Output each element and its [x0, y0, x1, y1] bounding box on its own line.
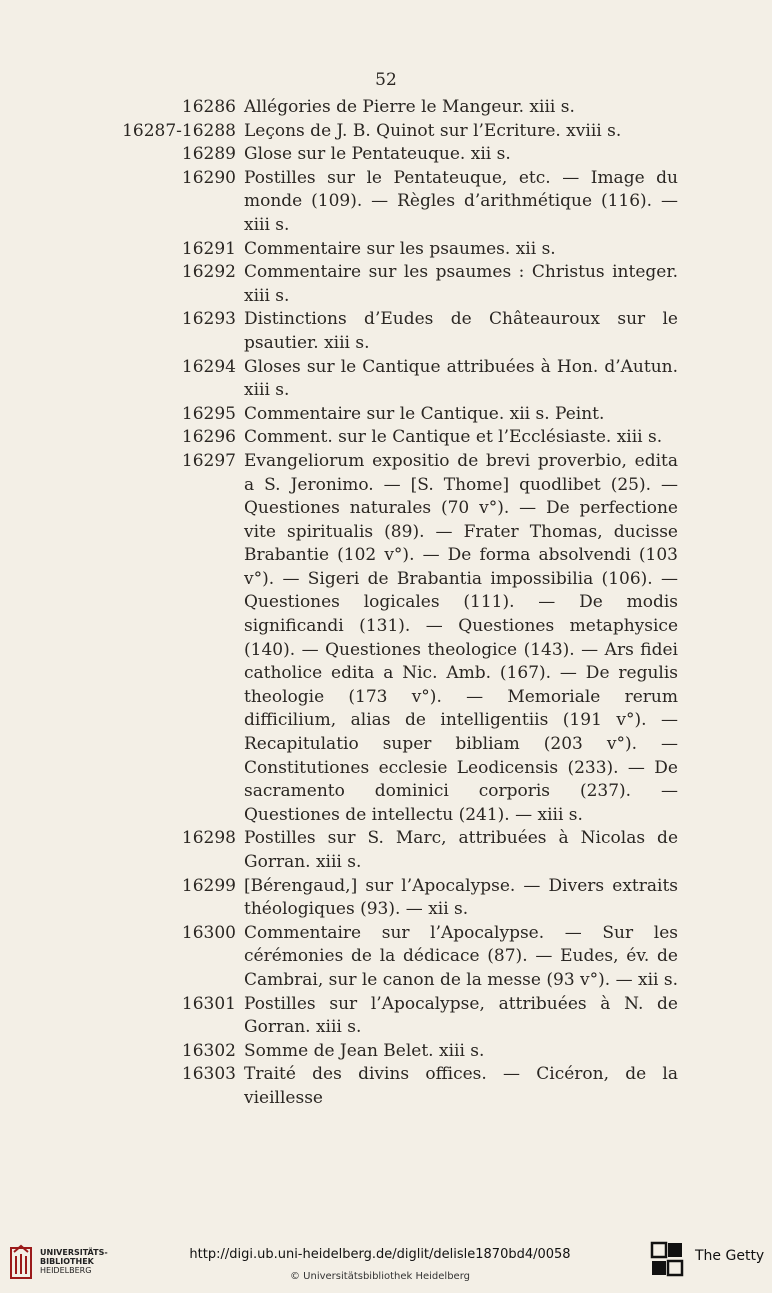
page-number: 52: [375, 70, 397, 90]
institution-name: [40, 1248, 108, 1275]
entry-description: Commentaire sur les psaumes. xii s.: [244, 238, 556, 259]
entry-description: Comment. sur le Cantique et l’Ecclésiaste. xiii s.: [244, 427, 663, 448]
catalog-entry: [0, 450, 772, 828]
catalog-entry: [0, 1063, 772, 1110]
entry-description: Somme de Jean Belet. xiii s.: [244, 1040, 485, 1061]
entry-number: 16289: [181, 144, 236, 165]
entry-description: Glose sur le Pentateuque. xii s.: [244, 144, 511, 165]
entry-number: 16302: [181, 1040, 236, 1061]
footer: [0, 1236, 772, 1293]
entry-description: Allégories de Pierre le Mangeur. xiii s.: [244, 97, 575, 117]
entry-number: 16295: [181, 403, 236, 424]
entry-number: 16294: [181, 356, 236, 377]
entry-description: Postilles sur le Pentateuque, etc. — Image du monde (109). — Règles d’arithmétique (116). — xiii s.: [244, 167, 678, 235]
heidelberg-library-logo-icon: [8, 1242, 34, 1282]
catalog-entry: [0, 403, 772, 427]
entry-description: Commentaire sur les psaumes : Christus integer. xiii s.: [244, 262, 678, 306]
getty-name: The Getty: [695, 1248, 765, 1264]
entry-number: 16299: [181, 875, 236, 896]
entry-number: 16300: [181, 922, 236, 943]
catalog-entry: [0, 993, 772, 1040]
entry-number: 16293: [181, 309, 236, 330]
catalog-entry: [0, 426, 772, 450]
catalog-entry: [0, 827, 772, 874]
source-url[interactable]: http://digi.ub.uni-heidelberg.de/diglit/delisle1870bd4/0058: [189, 1247, 571, 1262]
entry-number: 16287-16288: [122, 120, 236, 141]
entry-description: Postilles sur S. Marc, attribuées à Nicolas de Gorran. xiii s.: [244, 828, 678, 872]
institution-line-3: HEIDELBERG: [40, 1266, 92, 1275]
entry-description: [Bérengaud,] sur l’Apocalypse. — Divers extraits théologiques (93). — xii s.: [244, 875, 678, 920]
entry-description: Gloses sur le Cantique attribuées à Hon. d’Autun. xiii s.: [244, 356, 678, 401]
catalog-entry: [0, 143, 772, 167]
catalog-entry: [0, 238, 772, 262]
catalog-entries: [0, 96, 772, 1111]
catalog-entry: [0, 261, 772, 308]
entry-number: 16296: [181, 427, 236, 448]
copyright-notice: © Universitätsbibliothek Heidelberg: [289, 1271, 470, 1282]
entry-number: 16290: [181, 167, 236, 188]
catalog-entry: [0, 96, 772, 120]
catalog-entry: [0, 120, 772, 144]
entry-description: Commentaire sur le Cantique. xii s. Peint.: [244, 403, 605, 424]
entry-number: 16297: [181, 450, 236, 471]
getty-logo-icon: [650, 1241, 684, 1281]
catalog-entry: [0, 308, 772, 355]
entry-number: 16301: [181, 993, 236, 1014]
institution-line-1: UNIVERSITÄTS-: [40, 1248, 108, 1257]
catalog-entry: [0, 875, 772, 922]
entry-description: Commentaire sur l’Apocalypse. — Sur les cérémonies de la dédicace (87). — Eudes, év. de Cambrai, sur le canon de la messe (93 v°). — xii s.: [244, 922, 678, 990]
entry-number: 16303: [181, 1064, 236, 1085]
entry-number: 16292: [181, 262, 236, 283]
entry-number: 16298: [181, 828, 236, 849]
entry-number: 16291: [181, 238, 236, 259]
catalog-entry: [0, 922, 772, 993]
entry-description: Distinctions d’Eudes de Châteauroux sur le psautier. xiii s.: [244, 309, 678, 353]
catalog-entry: [0, 356, 772, 403]
entry-description: Evangeliorum expositio de brevi proverbio, edita a S. Jeronimo. — [S. Thome] quodlibet (25). — Questiones naturales (70 v°). — De perfectione vite spiritualis (89). — Frater Thomas, ducisse Brabantie (102 v°). — De forma absolvendi (103 v°). — Sigeri de Brabantia impossibilia (106). — Questiones logicales (111). — De modis significandi (131). — Questiones metaphysice (140). — Questiones theologice (143). — Ars fidei catholice edita a Nic. Amb. (167). — De regulis theologie (173 v°). — Memoriale rerum difficilium, alias de intelligentiis (191 v°). — Recapitulatio super bibliam (203 v°). — Constitutiones ecclesie Leodicensis (233). — De sacramento dominici corporis (237). — Questiones de intellectu (241). — xiii s.: [244, 450, 678, 825]
entry-description: Postilles sur l’Apocalypse, attribuées à N. de Gorran. xiii s.: [244, 993, 678, 1038]
catalog-entry: [0, 167, 772, 238]
catalog-entry: [0, 1040, 772, 1064]
entry-description: Traité des divins offices. — Cicéron, de la vieillesse: [244, 1064, 678, 1108]
entry-number: 16286: [181, 97, 236, 117]
entry-description: Leçons de J. B. Quinot sur l’Ecriture. xviii s.: [244, 120, 622, 141]
institution-line-2: BIBLIOTHEK: [40, 1257, 94, 1266]
